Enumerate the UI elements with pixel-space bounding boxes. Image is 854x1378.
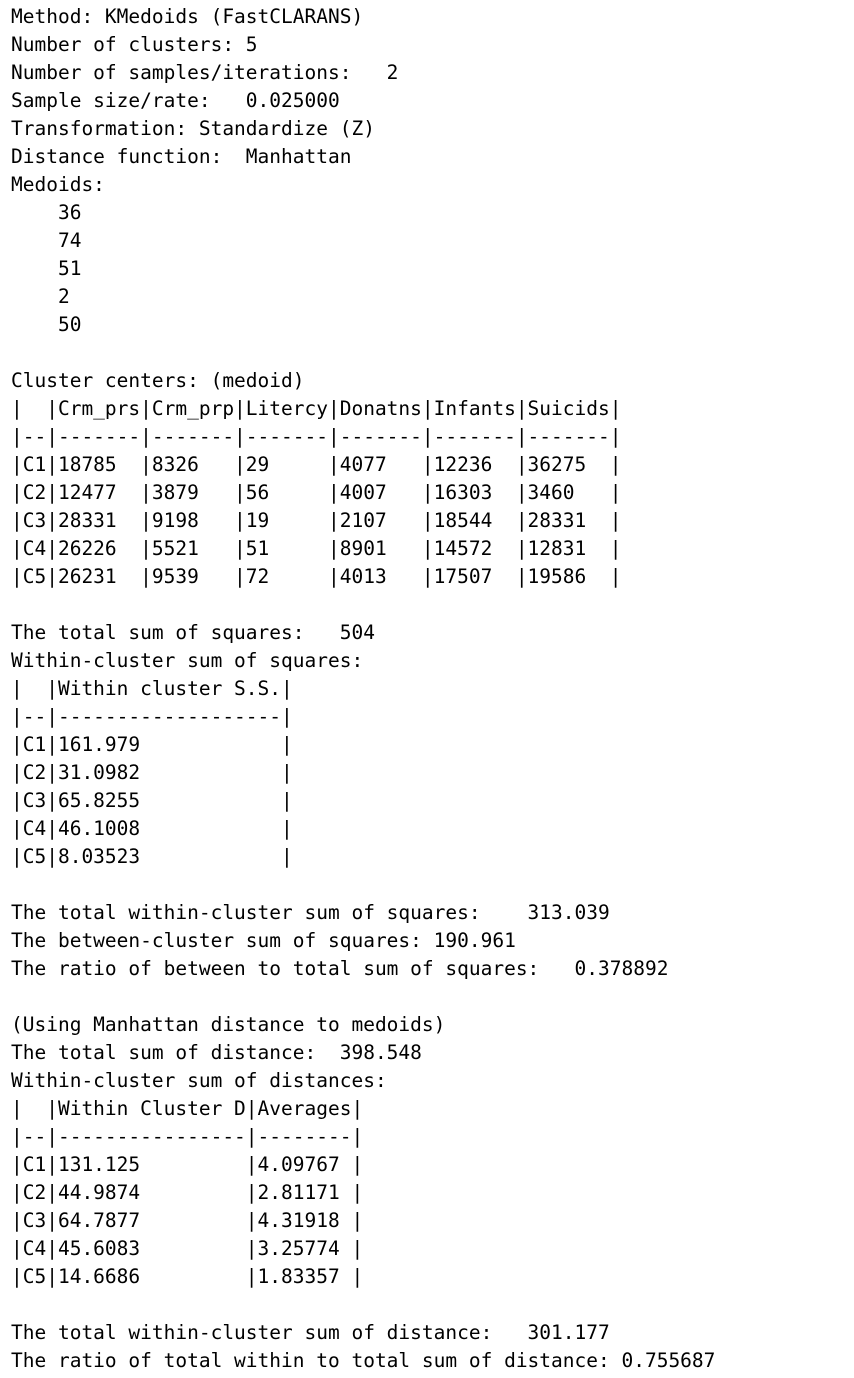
ss-table-header: | |Within cluster S.S.| bbox=[11, 677, 293, 700]
table-row: |C1|18785 |8326 |29 |4077 |12236 |36275 | bbox=[11, 453, 622, 476]
table-row: |C4|45.6083 |3.25774 | bbox=[11, 1237, 364, 1260]
method-line: Method: KMedoids (FastCLARANS) bbox=[11, 5, 364, 28]
ratio-ss-line: The ratio of between to total sum of squares: 0.378892 bbox=[11, 957, 669, 980]
cluster-centers-title: Cluster centers: (medoid) bbox=[11, 369, 305, 392]
table-row: |C3|28331 |9198 |19 |2107 |18544 |28331 | bbox=[11, 509, 622, 532]
medoid-item: 2 bbox=[11, 285, 70, 308]
medoids-header: Medoids: bbox=[11, 173, 105, 196]
total-ss-line: The total sum of squares: 504 bbox=[11, 621, 375, 644]
total-within-ss-line: The total within-cluster sum of squares: 313.039 bbox=[11, 901, 610, 924]
between-ss-line: The between-cluster sum of squares: 190.961 bbox=[11, 929, 516, 952]
manhattan-note: (Using Manhattan distance to medoids) bbox=[11, 1013, 446, 1036]
table-row: |C2|12477 |3879 |56 |4007 |16303 |3460 | bbox=[11, 481, 622, 504]
blank-line bbox=[11, 1291, 715, 1319]
table-row: |C5|26231 |9539 |72 |4013 |17507 |19586 | bbox=[11, 565, 622, 588]
table-row: |C1|131.125 |4.09767 | bbox=[11, 1153, 364, 1176]
medoid-item: 74 bbox=[11, 229, 82, 252]
within-dist-title: Within-cluster sum of distances: bbox=[11, 1069, 387, 1092]
distance-function-line: Distance function: Manhattan bbox=[11, 145, 352, 168]
blank-line bbox=[11, 591, 715, 619]
total-within-dist-line: The total within-cluster sum of distance: 301.177 bbox=[11, 1321, 610, 1344]
total-distance-line: The total sum of distance: 398.548 bbox=[11, 1041, 422, 1064]
dist-table-header: | |Within Cluster D|Averages| bbox=[11, 1097, 364, 1120]
table-row: |C3|65.8255 | bbox=[11, 789, 293, 812]
table-row: |C5|14.6686 |1.83357 | bbox=[11, 1265, 364, 1288]
clustering-report bbox=[11, 3, 715, 1375]
table-row: |C1|161.979 | bbox=[11, 733, 293, 756]
medoid-item: 51 bbox=[11, 257, 82, 280]
table-row: |C4|46.1008 | bbox=[11, 817, 293, 840]
within-ss-title: Within-cluster sum of squares: bbox=[11, 649, 364, 672]
table-row: |C2|31.0982 | bbox=[11, 761, 293, 784]
table-row: |C5|8.03523 | bbox=[11, 845, 293, 868]
medoid-item: 36 bbox=[11, 201, 82, 224]
blank-line bbox=[11, 871, 715, 899]
centers-table-header: | |Crm_prs|Crm_prp|Litercy|Donatns|Infants|Suicids| bbox=[11, 397, 622, 420]
num-clusters-line: Number of clusters: 5 bbox=[11, 33, 258, 56]
ss-table-separator: |--|-------------------| bbox=[11, 705, 293, 728]
num-samples-line: Number of samples/iterations: 2 bbox=[11, 61, 399, 84]
medoid-item: 50 bbox=[11, 313, 82, 336]
blank-line bbox=[11, 983, 715, 1011]
blank-line bbox=[11, 339, 715, 367]
table-row: |C3|64.7877 |4.31918 | bbox=[11, 1209, 364, 1232]
transformation-line: Transformation: Standardize (Z) bbox=[11, 117, 375, 140]
sample-rate-line: Sample size/rate: 0.025000 bbox=[11, 89, 340, 112]
table-row: |C2|44.9874 |2.81171 | bbox=[11, 1181, 364, 1204]
centers-table-separator: |--|-------|-------|-------|-------|-------|-------| bbox=[11, 425, 622, 448]
dist-table-separator: |--|----------------|--------| bbox=[11, 1125, 364, 1148]
ratio-dist-line: The ratio of total within to total sum of distance: 0.755687 bbox=[11, 1349, 716, 1372]
table-row: |C4|26226 |5521 |51 |8901 |14572 |12831 | bbox=[11, 537, 622, 560]
